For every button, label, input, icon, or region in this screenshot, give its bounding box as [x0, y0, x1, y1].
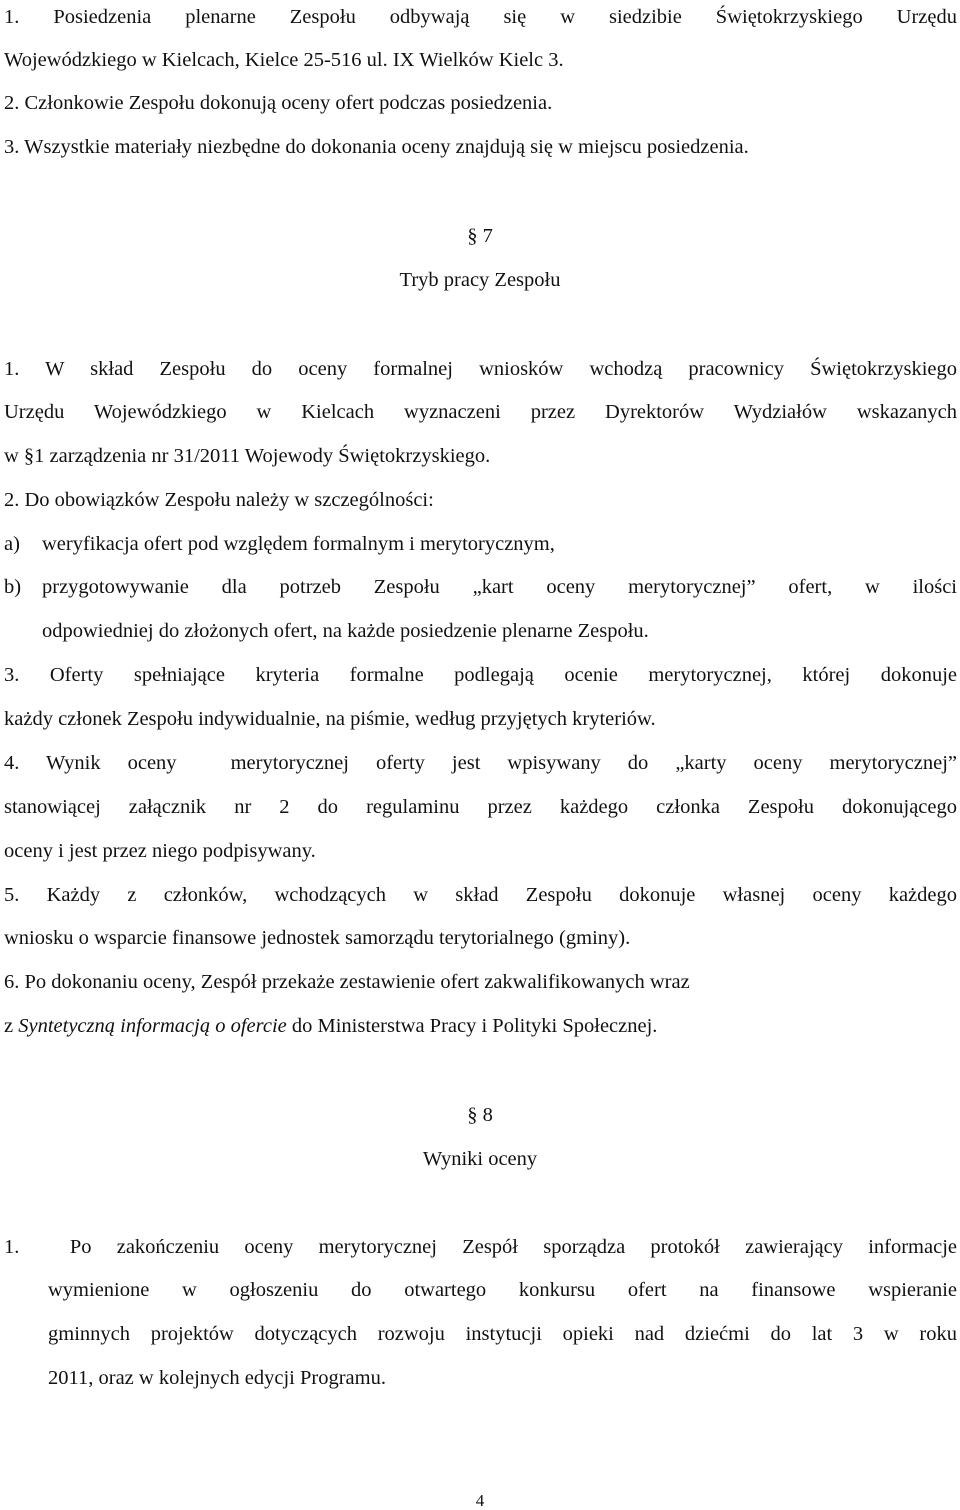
paragraph-line: Urzędu Wojewódzkiego w Kielcach wyznaczeni przez Dyrektorów Wydziałów wskazanych — [4, 401, 957, 423]
paragraph-line: oceny i jest przez niego podpisywany. — [4, 840, 316, 862]
paragraph-line: wniosku o wsparcie finansowe jednostek samorządu terytorialnego (gminy). — [4, 927, 631, 949]
paragraph-line: Wojewódzkiego w Kielcach, Kielce 25-516 ul. IX Wielków Kielc 3. — [4, 49, 564, 71]
text-run: do Ministerstwa Pracy i Polityki Społecznej. — [286, 1015, 658, 1037]
paragraph-line: 4. Wynik oceny merytorycznej oferty jest wpisywany do „karty oceny merytorycznej” — [4, 752, 957, 774]
paragraph-line: wymienione w ogłoszeniu do otwartego konkursu ofert na finansowe wspieranie — [48, 1279, 957, 1301]
page-number: 4 — [475, 1491, 485, 1510]
paragraph-line: 1. Po zakończeniu oceny merytorycznej Zespół sporządza protokół zawierający informacje — [4, 1236, 957, 1258]
list-label: a) — [4, 533, 20, 555]
paragraph-line: 5. Każdy z członków, wchodzących w skład Zespołu dokonuje własnej oceny każdego — [4, 884, 957, 906]
list-label: b) — [4, 576, 22, 598]
paragraph-line: stanowiącej załącznik nr 2 do regulaminu przez każdego członka Zespołu dokonującego — [4, 796, 957, 818]
paragraph-line: 3. Oferty spełniające kryteria formalne podlegają ocenie merytorycznej, której dokonuje — [4, 664, 957, 686]
paragraph-line: 1. Posiedzenia plenarne Zespołu odbywają się w siedzibie Świętokrzyskiego Urzędu — [4, 6, 957, 28]
paragraph-line: 6. Po dokonaniu oceny, Zespół przekaże zestawienie ofert zakwalifikowanych wraz — [4, 971, 690, 993]
paragraph-line: 2. Do obowiązków Zespołu należy w szczególności: — [4, 489, 434, 511]
section-mark: § 7 — [467, 225, 493, 247]
list-item-text: przygotowywanie dla potrzeb Zespołu „kart oceny merytorycznej” ofert, w ilości — [42, 576, 957, 598]
paragraph-line: w §1 zarządzenia nr 31/2011 Wojewody Świętokrzyskiego. — [4, 445, 491, 467]
section-mark: § 8 — [467, 1104, 493, 1126]
paragraph-line: każdy członek Zespołu indywidualnie, na piśmie, według przyjętych kryteriów. — [4, 708, 656, 730]
paragraph-line: 3. Wszystkie materiały niezbędne do dokonania oceny znajdują się w miejscu posiedzenia. — [4, 136, 749, 158]
paragraph-line — [4, 1016, 957, 1037]
text-run: z — [4, 1015, 19, 1037]
italic-title: Syntetyczną informacją o ofercie — [18, 1015, 287, 1037]
list-item-text: weryfikacja ofert pod względem formalnym i merytorycznym, — [42, 533, 555, 555]
section-title: Tryb pracy Zespołu — [399, 269, 561, 291]
paragraph-line: gminnych projektów dotyczących rozwoju instytucji opieki nad dziećmi do lat 3 w roku — [48, 1323, 957, 1345]
paragraph-line: 2. Członkowie Zespołu dokonują oceny ofert podczas posiedzenia. — [4, 92, 553, 114]
list-item-text: odpowiedniej do złożonych ofert, na każde posiedzenie plenarne Zespołu. — [42, 620, 649, 642]
paragraph-line: 2011, oraz w kolejnych edycji Programu. — [48, 1367, 386, 1389]
paragraph-line: 1. W skład Zespołu do oceny formalnej wniosków wchodzą pracownicy Świętokrzyskiego — [4, 358, 957, 380]
section-title: Wyniki oceny — [422, 1148, 538, 1170]
